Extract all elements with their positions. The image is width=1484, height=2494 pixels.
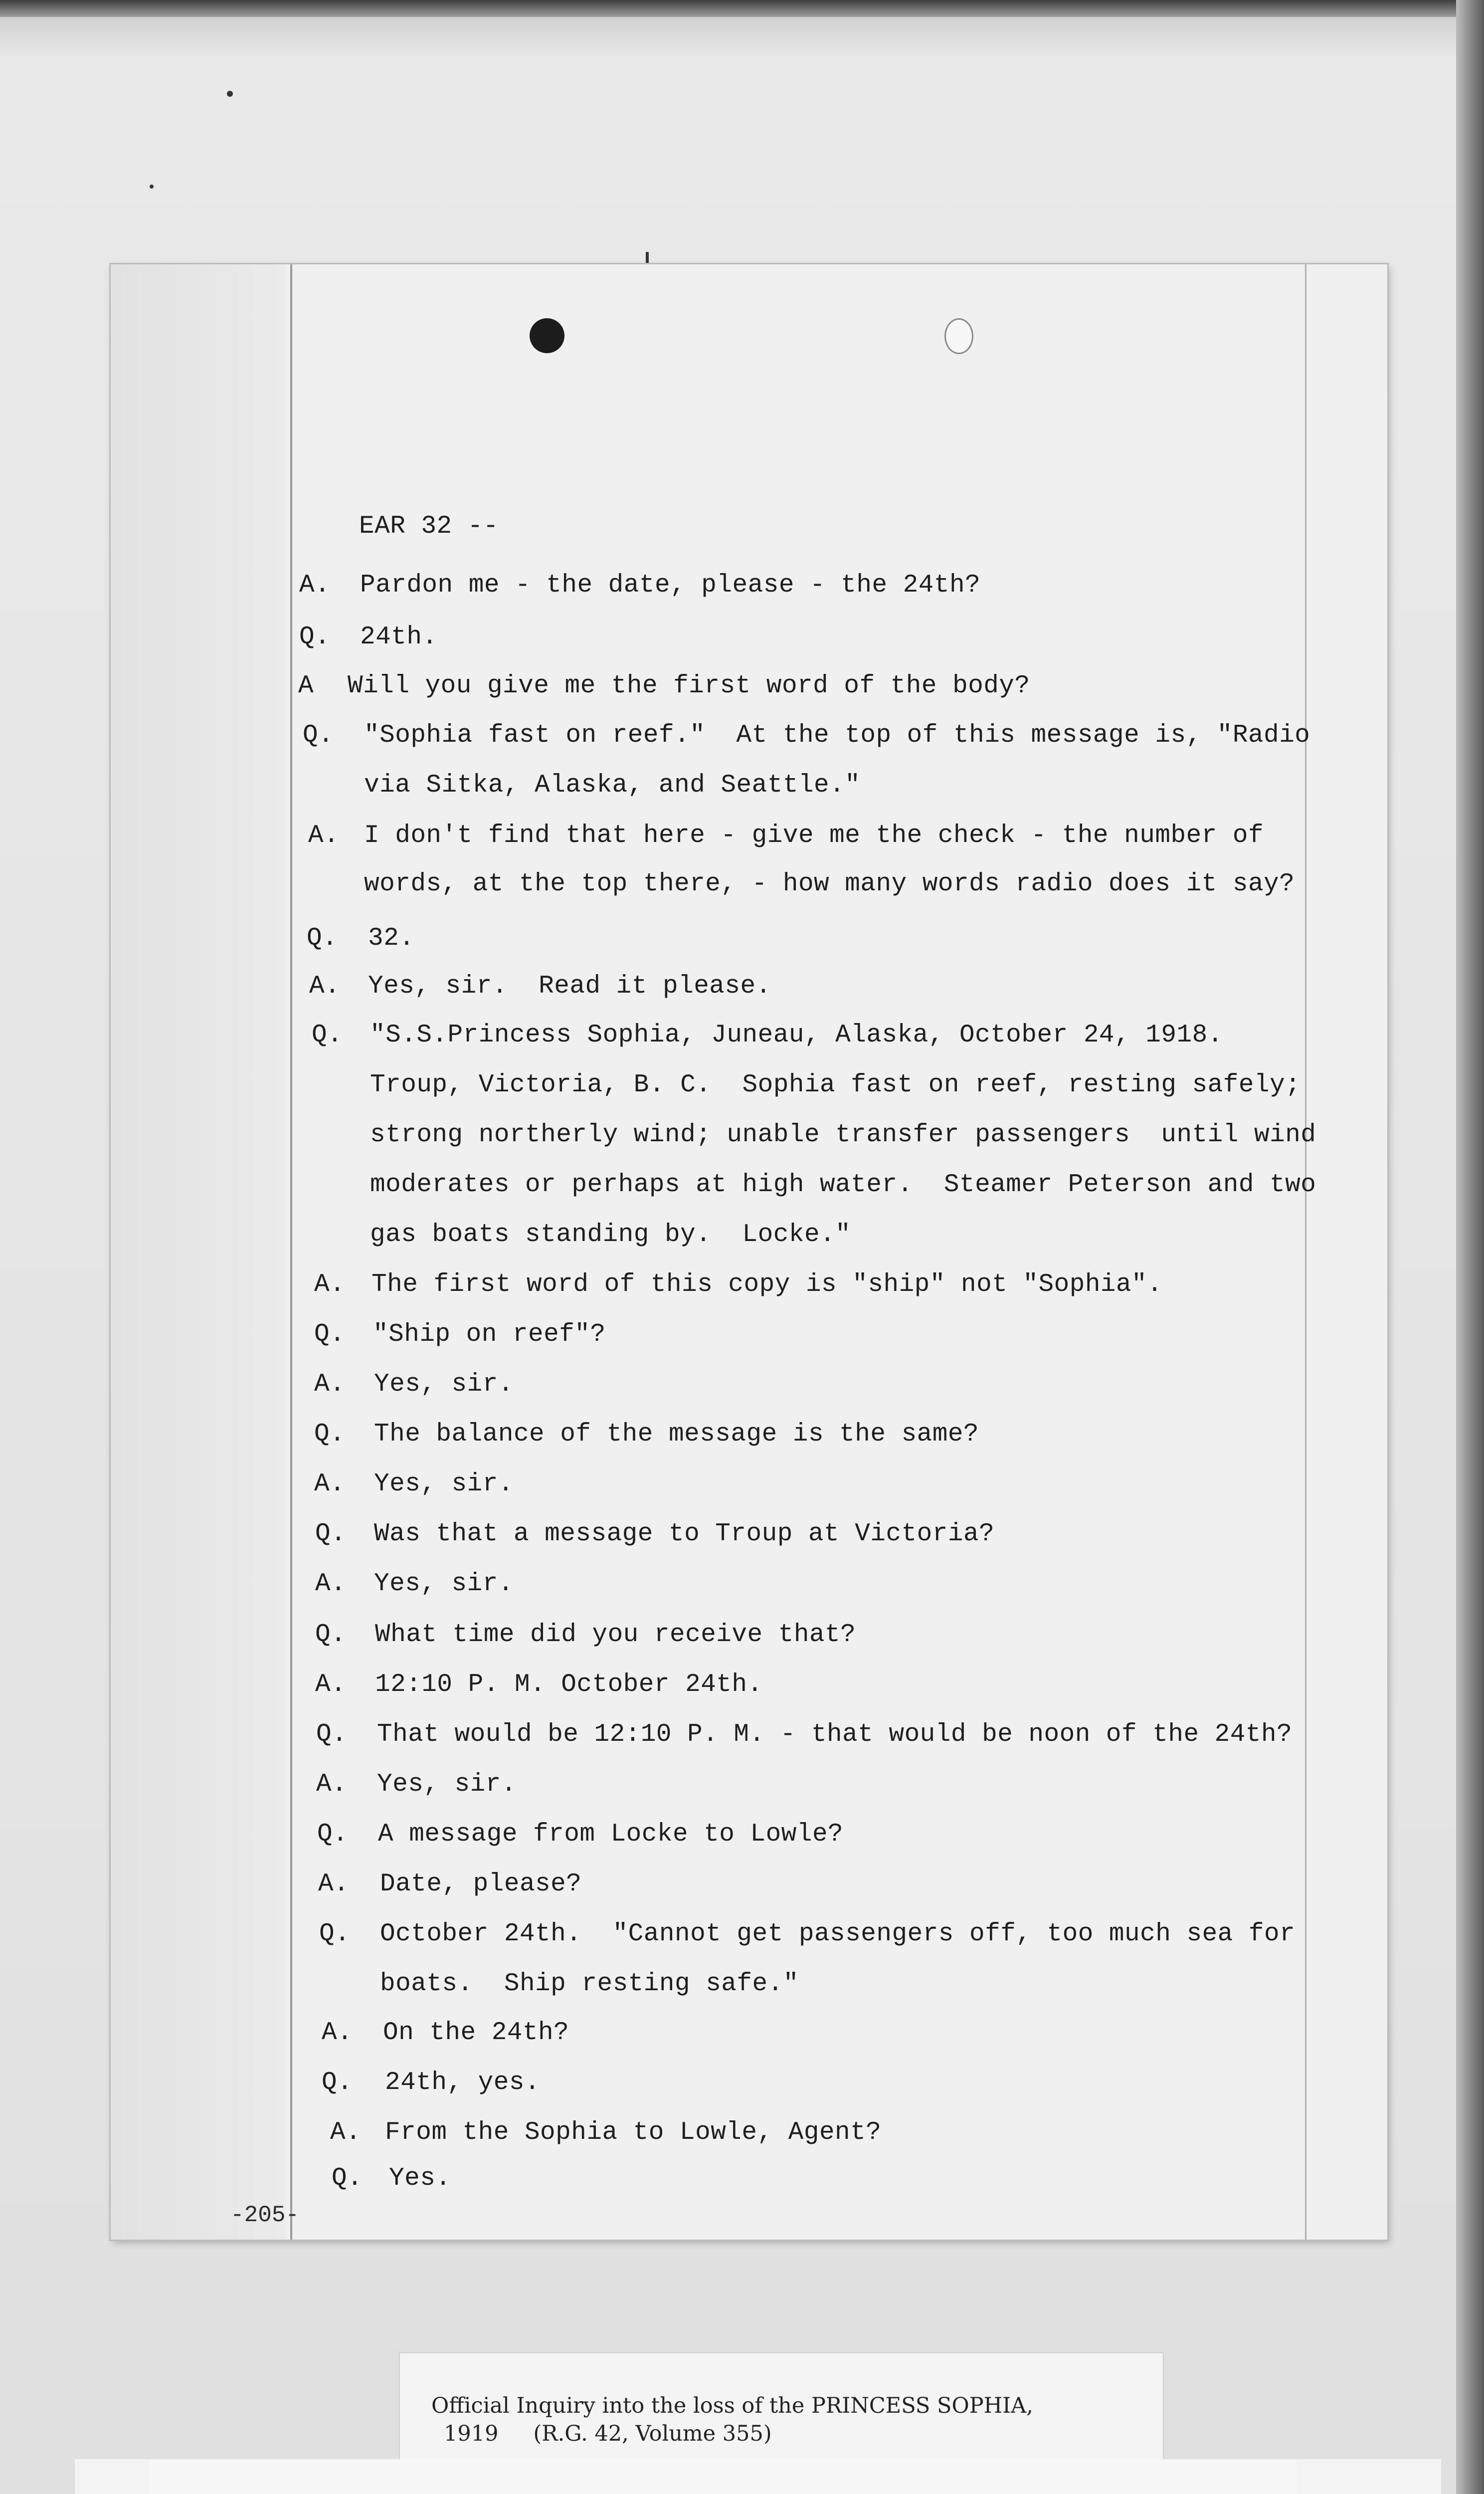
line-text: strong northerly wind; unable transfer passengers until wind	[370, 1121, 1316, 1149]
line-text: A message from Locke to Lowle?	[378, 1820, 844, 1849]
speaker-marker: A.	[322, 2019, 353, 2047]
speaker-marker: Q.	[303, 721, 334, 750]
speaker-marker: A.	[308, 822, 340, 850]
line-text: moderates or perhaps at high water. Steamer Peterson and two	[370, 1171, 1316, 1199]
scan-top-edge	[0, 0, 1484, 17]
line-text: What time did you receive that?	[375, 1621, 856, 1649]
speaker-marker: Q.	[316, 1720, 348, 1749]
line-text: words, at the top there, - how many words radio does it say?	[364, 870, 1295, 898]
line-text: I don't find that here - give me the check - the number of	[364, 822, 1264, 850]
speaker-marker: A.	[315, 1670, 347, 1699]
speaker-marker: A.	[316, 1770, 348, 1799]
line-text: Yes, sir. Read it please.	[368, 972, 771, 1001]
line-text: Yes, sir.	[374, 1470, 514, 1498]
speaker-marker: Q.	[307, 924, 338, 953]
speaker-marker: A.	[299, 571, 331, 600]
label-reference: (R.G. 42, Volume 355)	[533, 2421, 772, 2446]
line-text: Yes, sir.	[374, 1370, 514, 1399]
speaker-marker: A.	[318, 1870, 350, 1898]
speaker-marker: Q.	[312, 1021, 343, 1049]
speaker-marker: Q.	[314, 1320, 346, 1349]
line-text: Yes, sir.	[377, 1770, 517, 1799]
speaker-marker: Q.	[315, 1621, 347, 1649]
label-reference-line	[444, 2421, 772, 2446]
line-text: Troup, Victoria, B. C. Sophia fast on reef, resting safely;	[370, 1071, 1301, 1099]
margin-rule-right	[1305, 264, 1306, 2240]
punch-hole-icon	[944, 318, 973, 354]
transcript-header: EAR 32 --	[359, 512, 499, 541]
line-text: Date, please?	[380, 1870, 582, 1898]
line-text: From the Sophia to Lowle, Agent?	[385, 2118, 882, 2147]
speaker-marker: A.	[330, 2118, 362, 2147]
speaker-marker: Q.	[322, 2069, 353, 2097]
speaker-marker: Q.	[315, 1520, 347, 1548]
speaker-marker: Q.	[332, 2164, 363, 2193]
dust-speck	[227, 91, 233, 97]
line-text: "S.S.Princess Sophia, Juneau, Alaska, October 24, 1918.	[370, 1021, 1223, 1049]
line-text: via Sitka, Alaska, and Seattle."	[364, 771, 861, 800]
punch-hole-icon	[530, 318, 564, 353]
line-text: "Sophia fast on reef." At the top of this message is, "Radio	[364, 721, 1310, 750]
line-text: 32.	[368, 924, 415, 953]
speaker-marker: A.	[314, 1270, 346, 1299]
archive-stamp-card	[75, 2459, 1441, 2494]
line-text: On the 24th?	[383, 2019, 569, 2047]
line-text: The first word of this copy is "ship" not "Sophia".	[371, 1270, 1163, 1299]
speaker-marker: A	[298, 672, 314, 700]
archive-label-card	[400, 2353, 1163, 2463]
line-text: 24th.	[360, 623, 438, 651]
speaker-marker: Q.	[317, 1820, 349, 1849]
line-text: Will you give me the first word of the body?	[348, 672, 1030, 700]
speaker-marker: A.	[315, 1570, 347, 1598]
scan-right-edge	[1456, 0, 1484, 2494]
line-text: That would be 12:10 P. M. - that would be noon of the 24th?	[377, 1720, 1293, 1749]
page-margin-shading	[111, 264, 285, 2240]
line-text: October 24th. "Cannot get passengers off, too much sea for	[380, 1920, 1296, 1948]
speaker-marker: A.	[314, 1470, 346, 1498]
line-text: Was that a message to Troup at Victoria?	[374, 1520, 995, 1548]
speaker-marker: A.	[314, 1370, 346, 1399]
page-number: -205-	[230, 2202, 300, 2228]
line-text: 12:10 P. M. October 24th.	[375, 1670, 763, 1699]
archive-stamp-inner	[150, 2459, 1297, 2494]
line-text: boats. Ship resting safe."	[380, 1970, 799, 1998]
label-year: 1919	[444, 2421, 499, 2446]
speaker-marker: Q.	[299, 623, 331, 651]
label-title: Official Inquiry into the loss of the PRINCESS SOPHIA,	[431, 2393, 1033, 2418]
line-text: gas boats standing by. Locke."	[370, 1221, 851, 1249]
line-text: Pardon me - the date, please - the 24th?	[360, 571, 981, 600]
speaker-marker: Q.	[319, 1920, 351, 1948]
line-text: 24th, yes.	[385, 2069, 541, 2097]
line-text: Yes, sir.	[374, 1570, 514, 1598]
margin-rule-left	[290, 264, 292, 2240]
line-text: The balance of the message is the same?	[374, 1420, 979, 1449]
speaker-marker: Q.	[314, 1420, 346, 1449]
dust-speck	[150, 185, 154, 189]
line-text: Yes.	[389, 2164, 451, 2193]
speaker-marker: A.	[309, 972, 341, 1001]
line-text: "Ship on reef"?	[373, 1320, 606, 1349]
